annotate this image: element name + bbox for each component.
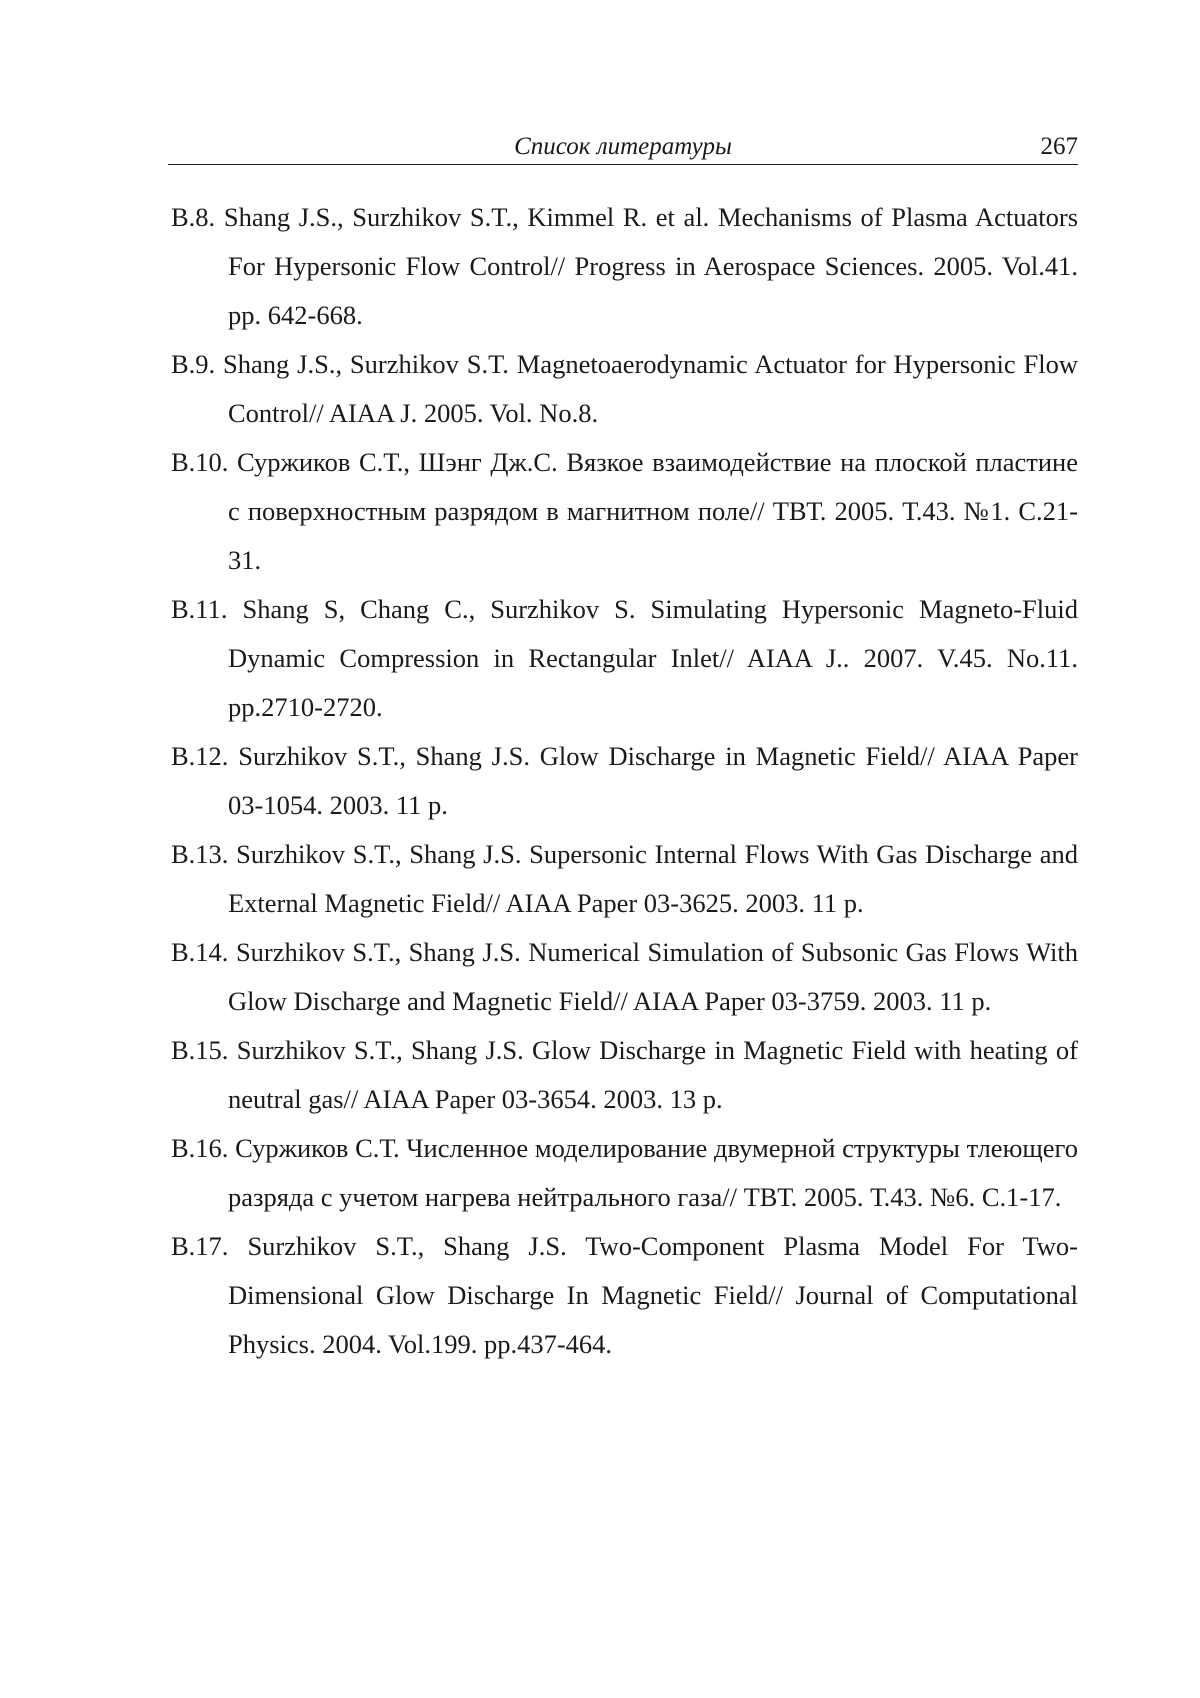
reference-item-b13 (171, 830, 1078, 928)
page-number: 267 (1040, 133, 1078, 160)
reference-item-b15 (171, 1026, 1078, 1124)
reference-item-b17 (171, 1222, 1078, 1369)
reference-number: B.11. (171, 594, 228, 624)
reference-item-b8 (171, 193, 1078, 340)
reference-list (171, 193, 1078, 1369)
reference-text: Суржиков С.Т. Численное моделирование двумерной структуры тлеющего разряда с учетом нагрева нейтрального газа// ТВТ. 2005. Т.43. №6. С.1-17. (228, 1133, 1078, 1212)
reference-number: B.16. (171, 1133, 229, 1163)
reference-text: Shang S, Chang C., Surzhikov S. Simulating Hypersonic Magneto-Fluid Dynamic Compression in Rectangular Inlet// AIAA J.. 2007. V.45. No.11. pp.2710-2720. (228, 594, 1078, 722)
reference-number: B.13. (171, 839, 229, 869)
reference-text: Surzhikov S.T., Shang J.S. Numerical Simulation of Subsonic Gas Flows With Glow Discharge and Magnetic Field// AIAA Paper 03-3759. 2003. 11 p. (228, 937, 1079, 1016)
reference-number: B.9. (171, 349, 216, 379)
reference-text: Surzhikov S.T., Shang J.S. Two-Component Plasma Model For Two-Dimensional Glow Discharge In Magnetic Field// Journal of Computational Physics. 2004. Vol.199. pp.437-464. (228, 1231, 1079, 1359)
reference-text: Shang J.S., Surzhikov S.T., Kimmel R. et al. Mechanisms of Plasma Actuators For Hypersonic Flow Control// Progress in Aerospace Sciences. 2005. Vol.41. pp. 642-668. (223, 202, 1079, 330)
reference-number: B.10. (171, 447, 229, 477)
reference-number: B.14. (171, 937, 229, 967)
reference-number: B.8. (171, 202, 216, 232)
running-header (168, 130, 1078, 165)
reference-number: B.15. (171, 1035, 229, 1065)
reference-text: Surzhikov S.T., Shang J.S. Glow Discharge in Magnetic Field// AIAA Paper 03-1054. 2003. 11 p. (228, 741, 1078, 820)
reference-text: Surzhikov S.T., Shang J.S. Supersonic Internal Flows With Gas Discharge and External Magnetic Field// AIAA Paper 03-3625. 2003. 11 p. (228, 839, 1079, 918)
reference-item-b16 (171, 1124, 1078, 1222)
reference-text: Shang J.S., Surzhikov S.T. Magnetoaerodynamic Actuator for Hypersonic Flow Control// AIAA J. 2005. Vol. No.8. (223, 349, 1079, 428)
running-title: Список литературы (514, 133, 732, 160)
reference-text: Суржиков С.Т., Шэнг Дж.С. Вязкое взаимодействие на плоской пластине с поверхностным разрядом в магнитном поле// ТВТ. 2005. Т.43. №1. С.21-31. (228, 447, 1078, 575)
reference-text: Surzhikov S.T., Shang J.S. Glow Discharge in Magnetic Field with heating of neutral gas// AIAA Paper 03-3654. 2003. 13 p. (228, 1035, 1078, 1114)
reference-item-b10 (171, 438, 1078, 585)
reference-number: B.12. (171, 741, 229, 771)
reference-item-b12 (171, 732, 1078, 830)
reference-item-b9 (171, 340, 1078, 438)
reference-item-b11 (171, 585, 1078, 732)
reference-number: B.17. (171, 1231, 229, 1261)
reference-item-b14 (171, 928, 1078, 1026)
